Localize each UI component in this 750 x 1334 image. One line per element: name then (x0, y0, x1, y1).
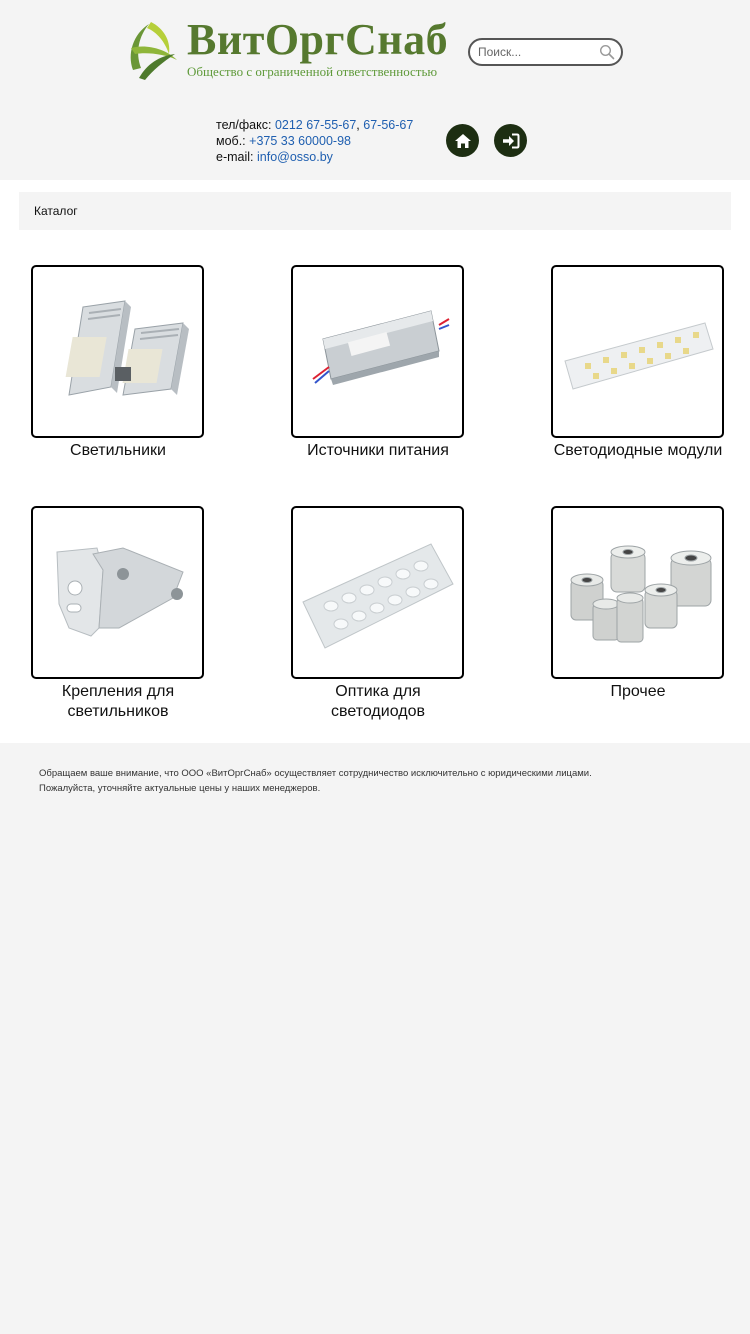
mobile-label: моб.: (216, 134, 246, 148)
catalog-card-luminaires[interactable] (31, 265, 205, 461)
catalog-card-led-modules[interactable] (551, 265, 725, 461)
catalog-card-power-supplies[interactable] (291, 265, 465, 461)
breadcrumb-catalog[interactable]: Каталог (34, 204, 78, 218)
search-input[interactable] (478, 43, 598, 61)
mobile-link[interactable]: +375 33 60000-98 (249, 134, 351, 148)
phone-fax-link-1[interactable]: 0212 67-55-67 (274, 118, 357, 132)
catalog-card-label[interactable]: Прочее (610, 683, 666, 700)
site-header (0, 0, 750, 180)
led-floodlight-image[interactable] (31, 265, 204, 438)
email-row (216, 149, 413, 165)
led-module-image[interactable] (551, 265, 724, 438)
catalog-card-label[interactable]: Крепления для светильников (61, 683, 175, 720)
email-label: e-mail: (216, 150, 254, 164)
search-icon[interactable] (599, 44, 615, 60)
catalog-card-other[interactable] (551, 506, 725, 702)
home-button[interactable] (446, 124, 479, 157)
footer-notice-line-1: Обращаем ваше внимание, что ООО «ВитОргСнаб» осуществляет сотрудничество исключительно с юридическими лицами. (39, 768, 592, 779)
led-optics-image[interactable] (291, 506, 464, 679)
catalog-card-label[interactable]: Светильники (70, 442, 166, 459)
mobile-row (216, 133, 413, 149)
site-footer (0, 743, 750, 1334)
phone-fax-link-2[interactable]: 67-56-67 (363, 118, 414, 132)
phone-separator: , (356, 118, 360, 132)
home-icon (454, 133, 472, 149)
catalog-card-mounts[interactable] (31, 506, 205, 722)
phone-fax-label: тел/факс: (216, 118, 272, 132)
phone-fax-row (216, 117, 413, 133)
login-button[interactable] (494, 124, 527, 157)
logo-icon[interactable] (125, 18, 181, 82)
cable-glands-image[interactable] (551, 506, 724, 679)
catalog-card-label[interactable]: Оптика для светодиодов (331, 683, 425, 720)
logo-title[interactable]: ВитОргСнаб (187, 15, 449, 64)
power-supply-image[interactable] (291, 265, 464, 438)
footer-notice-line-2: Пожалуйста, уточняйте актуальные цены у наших менеджеров. (39, 783, 321, 794)
breadcrumb (19, 192, 731, 230)
mounting-bracket-image[interactable] (31, 506, 204, 679)
catalog-card-label[interactable]: Светодиодные модули (553, 442, 723, 459)
logo-subtitle: Общество с ограниченной ответственностью (187, 64, 438, 79)
main-content (0, 180, 750, 743)
catalog-card-optics[interactable] (291, 506, 465, 722)
catalog-card-label[interactable]: Источники питания (307, 442, 449, 459)
email-link[interactable]: info@osso.by (257, 150, 333, 164)
contacts-block (216, 117, 413, 165)
login-icon (502, 133, 520, 149)
search-box (468, 38, 623, 66)
